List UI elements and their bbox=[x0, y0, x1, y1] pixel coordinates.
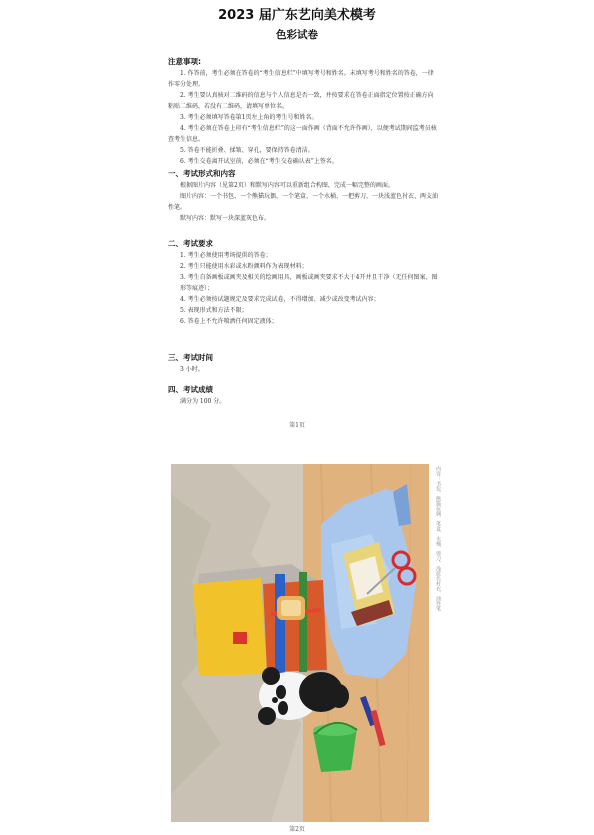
section-text: 满分为 100 分。 bbox=[180, 398, 226, 405]
notice-item: 5. 答卷不能折叠、揉皱、穿孔，要保持答卷清洁。 bbox=[180, 147, 314, 154]
section-paragraph: 默写内容：默写一块深蓝灰色布。 bbox=[180, 215, 271, 222]
notice-section bbox=[168, 56, 438, 167]
page-number: 第1页 bbox=[289, 422, 305, 429]
still-life-illustration bbox=[171, 464, 429, 822]
section-heading: 三、考试时间 bbox=[168, 353, 213, 362]
page-number: 第2页 bbox=[289, 826, 305, 833]
section-time bbox=[168, 352, 438, 375]
notice-heading: 注意事项: bbox=[168, 57, 201, 66]
exam-subtitle: 色彩试卷 bbox=[276, 29, 318, 41]
section-paragraph: 图片内容：一个书包、一个熊猫玩偶、一个笔盒、一个水桶、一把剪刀、一块浅蓝色衬衣、两支油性笔。 bbox=[168, 193, 439, 211]
section-heading: 一、考试形式和内容 bbox=[168, 169, 236, 178]
section-heading: 四、考试成绩 bbox=[168, 385, 213, 394]
notice-item: 6. 考生交卷离开试室前，必须在“考生交卷确认表”上签名。 bbox=[180, 158, 338, 165]
notice-item: 3. 考生必须填写答卷第1页左上角的考生号和姓名。 bbox=[180, 114, 318, 121]
notice-item: 1. 作答前，考生必须在答卷的“考生信息栏”中填写考号和姓名。未填写考号和姓名的答卷，一律作零分处理。 bbox=[168, 70, 434, 88]
requirement-item: 3. 考生自备画板或画夹及相关的绘画用具，画板或画夹要求不大于4开并且干净（无任何图案、图形等痕迹）； bbox=[180, 274, 438, 292]
exam-title: 2023 届广东艺向美术模考 bbox=[218, 8, 376, 23]
section-requirements bbox=[168, 238, 438, 327]
notice-item: 2. 考生要认真核对二维码的信息与个人信息是否一致，并按要求在答卷正面指定位置按正确方向粘贴二维码，若没有二维码，请填写单位名。 bbox=[168, 92, 434, 110]
requirement-item: 2. 考生只能使用水彩或水粉颜料作为表现材料； bbox=[180, 263, 308, 270]
section-score bbox=[168, 384, 438, 407]
section-paragraph: 根据图片内容（见第2页）和默写内容可以重新组合构图，完成一幅完整的画面。 bbox=[180, 182, 394, 189]
section-text: 3 小时。 bbox=[180, 366, 204, 373]
requirement-item: 6. 答卷上不允许喷洒任何固定液体； bbox=[180, 318, 278, 325]
section-form-content bbox=[168, 168, 438, 224]
photo-caption: 内容：书包、熊猫玩偶、笔盒、水桶、剪刀、浅蓝色衬衣、油性笔 bbox=[435, 466, 441, 611]
requirement-item: 5. 表现形式和方法不限； bbox=[180, 307, 248, 314]
still-life-photo bbox=[171, 464, 429, 822]
section-heading: 二、考试要求 bbox=[168, 239, 213, 248]
requirement-item: 4. 考生必须按试题规定及要求完成试卷，不得增加、减少或改变考试内容； bbox=[180, 296, 380, 303]
requirement-item: 1. 考生必须使用考场提供的答卷； bbox=[180, 252, 272, 259]
notice-item: 4. 考生必须在答卷上印有“考生信息栏”的这一面作画（背面不允许作画），以便考试期间监考员核查考生信息。 bbox=[168, 125, 437, 143]
